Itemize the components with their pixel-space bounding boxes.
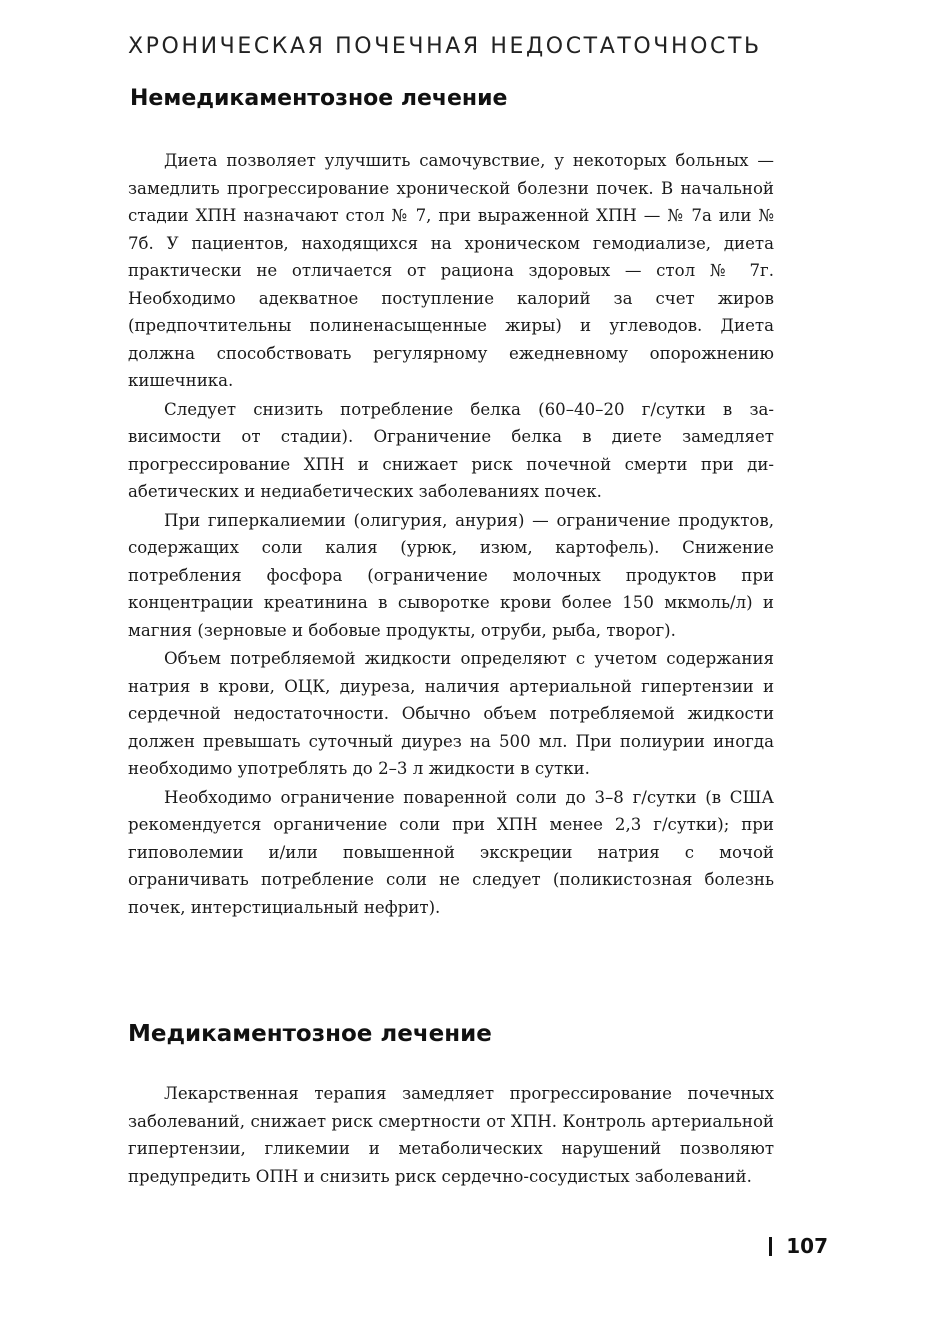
section-title-drug-treatment: Медикаментозное лечение: [128, 1021, 492, 1047]
section-title-non-drug-treatment: Немедикаментозное лечение: [130, 86, 508, 111]
section-body-drug-treatment: [128, 1080, 774, 1190]
paragraph: Лекарственная терапия замедляет прогрессирование почечных заболеваний, снижает риск смертности от ХПН. Контроль артериальной гипертензии, гликемии и метаболических нарушений позволяют предупредить ОПН и снизить риск сердечно-сосудистых заболеваний.: [128, 1084, 774, 1186]
paragraph: Необходимо ограничение поваренной соли до 3–8 г/сутки (в США рекомендуется органичение соли при ХПН менее 2,3 г/сутки); при гиповолемии и/или повышенной экскреции натрия с мочой ограничивать потребление соли не следует (поликистозная болезнь почек, интерстициальный нефрит).: [128, 787, 774, 917]
paragraph: При гиперкалиемии (олигурия, анурия) — ограничение продуктов, содержащих соли калия (урюк, изюм, картофель). Снижение потребления фосфора (ограничение молочных продуктов при концентрации креатинина в сыворотке крови более 150 мкмоль/л) и магния (зерновые и бобовые продукты, отруби, рыба, творог).: [128, 510, 774, 640]
running-header: ХРОНИЧЕСКАЯ ПОЧЕЧНАЯ НЕДОСТАТОЧНОСТЬ: [128, 34, 762, 59]
paragraph: Следует снизить потребление белка (60–40–20 г/сутки в зависимости от стадии). Ограничение белка в диете замедляет прогрессирование ХПН и снижает риск почечной смерти при диабетических и недиабетических заболеваниях почек.: [128, 399, 774, 501]
section-body-non-drug-treatment: [128, 147, 774, 921]
page-number: 107: [786, 1234, 828, 1258]
paragraph: Объем потребляемой жидкости определяют с учетом содержания натрия в крови, ОЦК, диуреза, наличия артериальной гипертензии и сердечной недостаточности. Обычно объем потребляемой жидкости должен превышать суточный диурез на 500 мл. При полиурии иногда необходимо употреблять до 2–3 л жидкости в сутки.: [128, 649, 774, 778]
paragraph: Диета позволяет улучшить самочувствие, у некоторых больных — замедлить прогрессирование хронической болезни почек. В начальной стадии ХПН назначают стол № 7, при выраженной ХПН — № 7а или № 7б. У пациентов, находящихся на хроническом гемодиализе, диета практически не отличается от рациона здоровых — стол № 7г. Необходимо адекватное поступление калорий за счет жиров (предпочтительны полиненасыщенные жиры) и углеводов. Диета должна способствовать регулярному ежедневному опорожнению кишечника.: [128, 151, 774, 390]
page-number-bar: [769, 1237, 772, 1256]
page-footer: [769, 1234, 828, 1258]
